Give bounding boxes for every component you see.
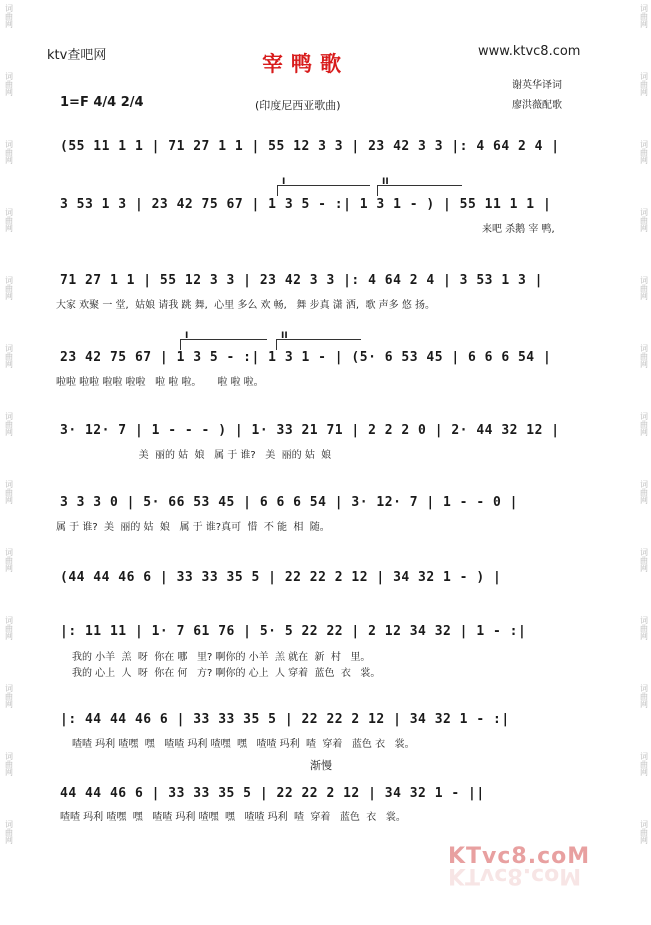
lyric-line-2: 来吧 杀鹅 宰 鸭, xyxy=(482,224,555,235)
lyricist-credit: 谢英华译词 xyxy=(512,80,562,91)
volta-second-2: II xyxy=(276,339,361,350)
volta-first-2: I xyxy=(180,339,267,350)
score-line-2: 3 53 1 3 | 23 42 75 67 | 1 3 5 - :| 1 3 1 - ) | 55 11 1 1 | xyxy=(60,197,552,212)
song-title: 宰鸭歌 xyxy=(262,51,349,76)
volta-second: II xyxy=(377,185,462,196)
site-name: ktv查吧网 xyxy=(47,48,107,63)
logo-reflection: KTvc8.coM xyxy=(448,863,582,888)
song-origin: (印度尼西亚歌曲) xyxy=(255,99,341,112)
tempo-mark: 渐慢 xyxy=(310,759,332,772)
lyric-line-8a: 我的 小羊 羔 呀 你在 哪 里? 啊你的 小羊 羔 就在 新 村 里。 xyxy=(72,652,371,663)
lyric-line-4: 啦啦 啦啦 啦啦 啦啦 啦 啦 啦。 啦 啦 啦。 xyxy=(56,377,264,388)
site-url: www.ktvc8.com xyxy=(478,44,581,59)
score-line-5: 3· 12· 7 | 1 - - - ) | 1· 33 21 71 | 2 2 2 0 | 2· 44 32 12 | xyxy=(60,423,560,438)
arranger-credit: 廖洪薇配歌 xyxy=(512,100,562,111)
score-line-3: 71 27 1 1 | 55 12 3 3 | 23 42 3 3 |: 4 64 2 4 | 3 53 1 3 | xyxy=(60,273,543,288)
score-line-8: |: 11 11 | 1· 7 61 76 | 5· 5 22 22 | 2 12 34 32 | 1 - :| xyxy=(60,624,527,639)
lyric-line-5: 美 丽的 姑 娘 属 于 谁? 美 丽的 姑 娘 xyxy=(56,450,332,461)
score-line-10: 44 44 46 6 | 33 33 35 5 | 22 22 2 12 | 34 32 1 - || xyxy=(60,786,485,801)
score-line-7: (44 44 46 6 | 33 33 35 5 | 22 22 2 12 | 34 32 1 - ) | xyxy=(60,570,502,585)
lyric-line-3: 大家 欢聚 一 堂, 姑娘 请我 跳 舞, 心里 多么 欢 畅, 舞 步真 潇 洒, 歌 声多 悠 扬。 xyxy=(56,300,436,311)
score-line-6: 3 3 3 0 | 5· 66 53 45 | 6 6 6 54 | 3· 12· 7 | 1 - - 0 | xyxy=(60,495,518,510)
volta-first: I xyxy=(277,185,370,196)
lyric-line-9: 喳喳 玛利 喳嘿 嘿 喳喳 玛利 喳嘿 嘿 喳喳 玛利 喳 穿着 蓝色 衣 裳。 xyxy=(72,739,415,750)
lyric-line-6: 属 于 谁? 美 丽的 姑 娘 属 于 谁?真可 惜 不 能 相 随。 xyxy=(56,522,330,533)
ktvc8-logo xyxy=(448,844,590,888)
score-line-4: 23 42 75 67 | 1 3 5 - :| 1 3 1 - | (5· 6 53 45 | 6 6 6 54 | xyxy=(60,350,552,365)
score-line-9: |: 44 44 46 6 | 33 33 35 5 | 22 22 2 12 | 34 32 1 - :| xyxy=(60,712,510,727)
logo-text: KTvc8.coM xyxy=(448,844,591,869)
watermark-right: 词曲网 词曲网 词曲网 词曲网 词曲网 词曲网 词曲网 词曲网 词曲网 词曲网 词曲网 词曲网 词曲网 xyxy=(639,4,649,844)
lyric-line-10: 喳喳 玛利 喳嘿 嘿 喳喳 玛利 喳嘿 嘿 喳喳 玛利 喳 穿着 蓝色 衣 裳。 xyxy=(60,812,406,823)
key-signature: 1=F 4/4 2/4 xyxy=(60,95,144,110)
watermark-left: 词曲网 词曲网 词曲网 词曲网 词曲网 词曲网 词曲网 词曲网 词曲网 词曲网 词曲网 词曲网 词曲网 xyxy=(4,4,14,844)
lyric-line-8b: 我的 心上 人 呀 你在 何 方? 啊你的 心上 人 穿着 蓝色 衣 裳。 xyxy=(72,668,381,679)
score-line-1: (55 11 1 1 | 71 27 1 1 | 55 12 3 3 | 23 42 3 3 |: 4 64 2 4 | xyxy=(60,139,560,154)
